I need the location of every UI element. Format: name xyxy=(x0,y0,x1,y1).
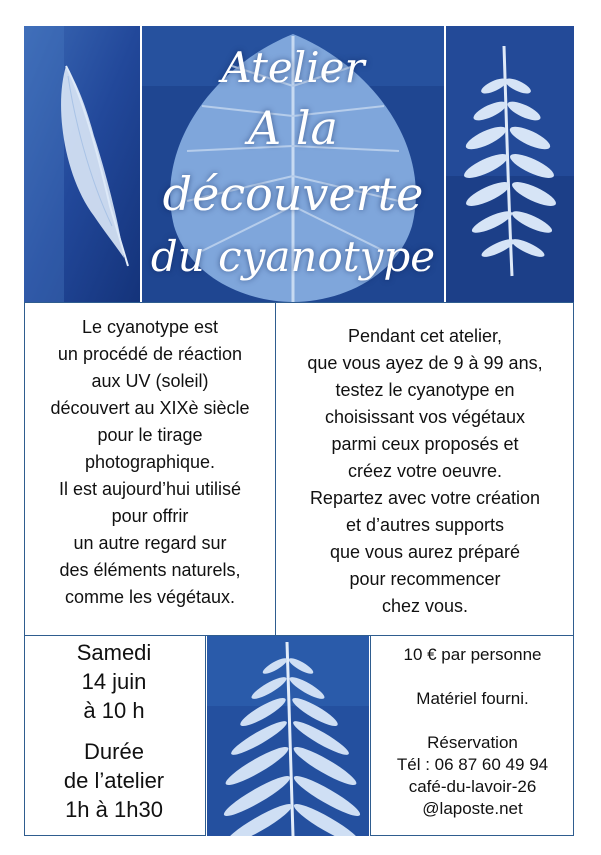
email-line-1: café-du-lavoir-26 xyxy=(408,777,537,796)
feather-image xyxy=(24,26,140,302)
workshop-text xyxy=(282,323,568,620)
text-line: Repartez avec votre création xyxy=(309,488,541,508)
text-line: photographique. xyxy=(84,452,216,472)
text-line: Pendant cet atelier, xyxy=(347,326,503,346)
material: Matériel fourni. xyxy=(416,689,529,708)
text-line: pour le tirage xyxy=(97,425,203,445)
fern-image-bottom xyxy=(207,636,369,836)
title-line-1: Atelier xyxy=(221,43,365,92)
practical-info xyxy=(371,644,574,820)
date: 14 juin xyxy=(81,669,147,694)
email-line-2: @laposte.net xyxy=(422,799,523,818)
day: Samedi xyxy=(76,640,152,665)
phone: Tél : 06 87 60 49 94 xyxy=(396,755,549,774)
price: 10 € par personne xyxy=(403,645,542,664)
text-line: que vous ayez de 9 à 99 ans, xyxy=(307,353,543,373)
text-line: choisissant vos végétaux xyxy=(324,407,526,427)
title-line-2: A la découverte xyxy=(162,101,424,221)
text-line: que vous aurez préparé xyxy=(329,542,521,562)
text-line: et d’autres supports xyxy=(345,515,505,535)
description-text xyxy=(30,314,270,611)
text-line: Le cyanotype est xyxy=(81,317,219,337)
text-line: des éléments naturels, xyxy=(59,560,241,580)
text-line: un autre regard sur xyxy=(73,533,227,553)
fern-image xyxy=(446,26,574,302)
text-line: testez le cyanotype en xyxy=(335,380,515,400)
text-line: chez vous. xyxy=(381,596,469,616)
title-line-3: du cyanotype xyxy=(150,232,436,281)
text-line: découvert au XIXè siècle xyxy=(50,398,250,418)
text-line: comme les végétaux. xyxy=(64,587,236,607)
poster-title xyxy=(142,26,444,302)
duration-label: Durée xyxy=(84,739,144,764)
time: à 10 h xyxy=(83,698,145,723)
text-line: pour recommencer xyxy=(349,569,501,589)
text-line: Il est aujourd’hui utilisé xyxy=(58,479,242,499)
duration-value: 1h à 1h30 xyxy=(65,797,163,822)
duration-label: de l’atelier xyxy=(63,768,165,793)
text-line: pour offrir xyxy=(111,506,189,526)
text-line: un procédé de réaction xyxy=(57,344,243,364)
text-line: parmi ceux proposés et xyxy=(331,434,519,454)
text-line: aux UV (soleil) xyxy=(91,371,209,391)
date-time xyxy=(24,638,204,824)
text-line: créez votre oeuvre. xyxy=(347,461,503,481)
poster xyxy=(24,26,574,836)
reservation-label: Réservation xyxy=(427,733,518,752)
